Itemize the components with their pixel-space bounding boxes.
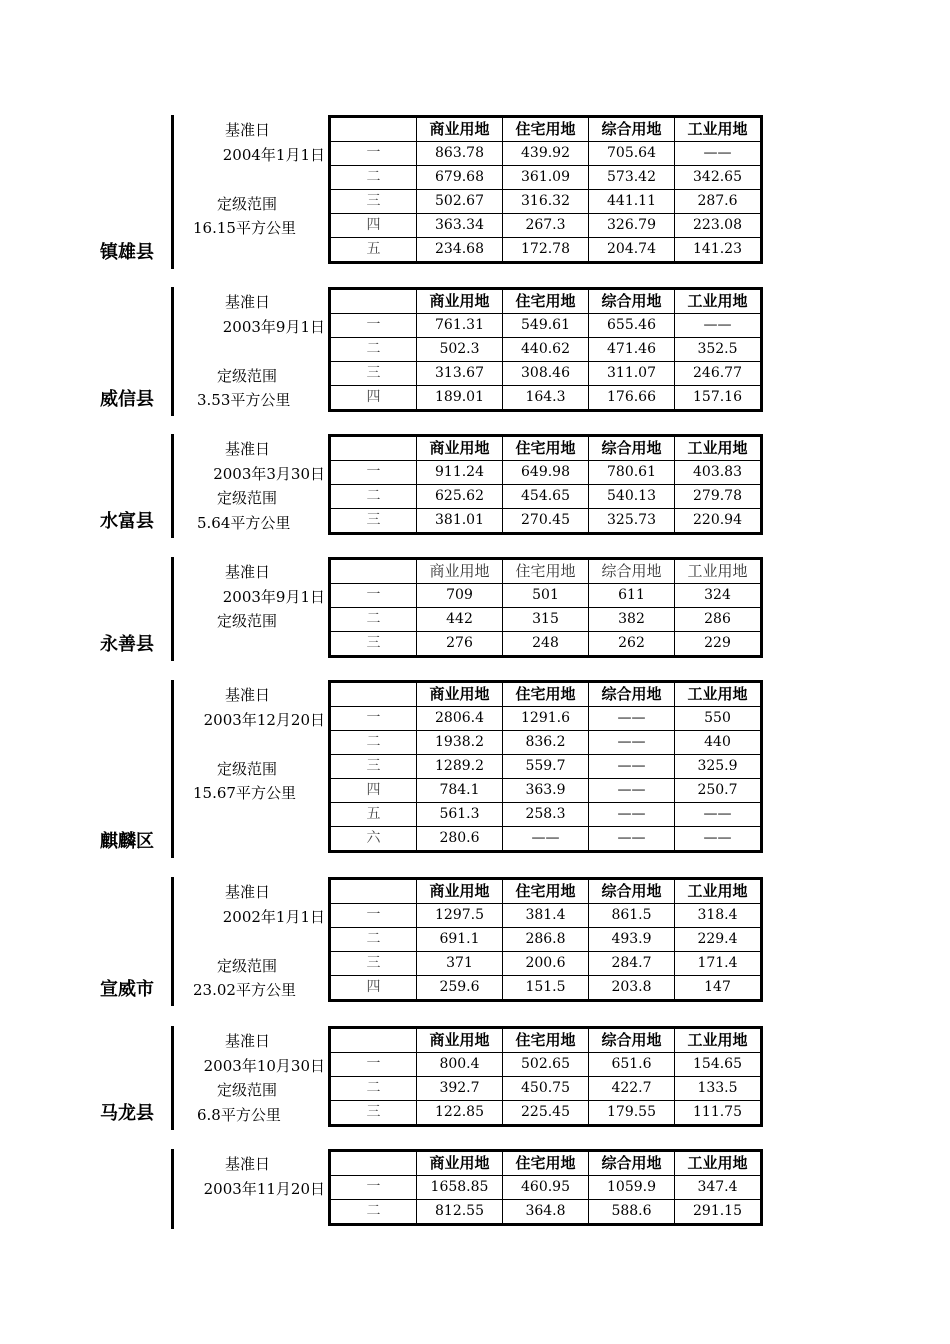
base-date-value: 2003年9月1日 — [222, 587, 325, 606]
grade-level-cell: 四 — [330, 779, 417, 803]
price-cell: 422.7 — [589, 1077, 675, 1101]
price-cell: —— — [675, 827, 762, 852]
grade-level-cell: 五 — [330, 803, 417, 827]
grade-level-cell: 二 — [330, 1077, 417, 1101]
table-row — [330, 485, 762, 509]
column-header: 住宅用地 — [503, 559, 589, 584]
scope-label: 定级范围 — [217, 612, 278, 631]
base-date-label: 基准日 — [225, 686, 271, 704]
price-cell: 316.32 — [503, 190, 589, 214]
table-row — [330, 608, 762, 632]
price-cell: 229 — [675, 632, 762, 657]
column-header: 综合用地 — [589, 1151, 675, 1176]
price-cell: 1938.2 — [417, 731, 503, 755]
price-cell: 318.4 — [675, 904, 762, 928]
price-cell: —— — [589, 803, 675, 827]
column-header: 住宅用地 — [503, 436, 589, 461]
column-header: 综合用地 — [589, 289, 675, 314]
scope-label: 定级范围 — [217, 366, 278, 385]
table-row — [330, 1077, 762, 1101]
price-cell: 655.46 — [589, 314, 675, 338]
table-row — [330, 386, 762, 411]
price-cell: 189.01 — [417, 386, 503, 411]
price-cell: 151.5 — [503, 976, 589, 1001]
price-cell: —— — [589, 707, 675, 731]
price-cell: 234.68 — [417, 238, 503, 263]
price-cell: 501 — [503, 584, 589, 608]
scope-area-value: 5.64平方公里 — [197, 513, 291, 532]
column-header: 住宅用地 — [503, 879, 589, 904]
price-cell: 450.75 — [503, 1077, 589, 1101]
grade-level-cell: 一 — [330, 314, 417, 338]
base-date-label: 基准日 — [225, 121, 271, 139]
grade-level-cell: 一 — [330, 584, 417, 608]
price-cell: 311.07 — [589, 362, 675, 386]
column-header: 工业用地 — [675, 1028, 762, 1053]
price-cell: 561.3 — [417, 803, 503, 827]
price-cell: —— — [589, 755, 675, 779]
price-cell: —— — [675, 142, 762, 166]
grade-level-cell: 三 — [330, 755, 417, 779]
price-cell: 493.9 — [589, 928, 675, 952]
price-cell: 179.55 — [589, 1101, 675, 1126]
block-divider-line — [171, 1149, 174, 1229]
header-corner-cell — [330, 1151, 417, 1176]
county-name: 马龙县 — [100, 1103, 154, 1125]
price-cell: 911.24 — [417, 461, 503, 485]
grade-level-cell: 四 — [330, 386, 417, 411]
price-cell: 259.6 — [417, 976, 503, 1001]
column-header: 住宅用地 — [503, 1151, 589, 1176]
county-name: 水富县 — [100, 511, 154, 533]
base-date-label: 基准日 — [225, 1032, 271, 1050]
column-header: 商业用地 — [417, 1151, 503, 1176]
price-cell: 502.3 — [417, 338, 503, 362]
price-cell: 262 — [589, 632, 675, 657]
table-row — [330, 314, 762, 338]
price-cell: 691.1 — [417, 928, 503, 952]
grade-level-cell: 一 — [330, 1176, 417, 1200]
price-cell: 381.01 — [417, 509, 503, 534]
price-cell: 352.5 — [675, 338, 762, 362]
base-date-value: 2004年1月1日 — [222, 145, 325, 164]
price-cell: 439.92 — [503, 142, 589, 166]
price-cell: 313.67 — [417, 362, 503, 386]
price-cell: 229.4 — [675, 928, 762, 952]
base-date-label: 基准日 — [225, 1155, 271, 1173]
price-cell: 625.62 — [417, 485, 503, 509]
price-cell: 286 — [675, 608, 762, 632]
grade-level-cell: 二 — [330, 608, 417, 632]
price-cell: 325.9 — [675, 755, 762, 779]
header-corner-cell — [330, 559, 417, 584]
table-header-row — [330, 436, 762, 461]
price-cell: 382 — [589, 608, 675, 632]
grade-level-cell: 一 — [330, 1053, 417, 1077]
price-cell: 549.61 — [503, 314, 589, 338]
scope-label: 定级范围 — [217, 194, 278, 213]
price-cell: 220.94 — [675, 509, 762, 534]
table-row — [330, 1101, 762, 1126]
base-date-value: 2003年9月1日 — [222, 317, 325, 336]
block-divider-line — [171, 434, 174, 538]
price-cell: 861.5 — [589, 904, 675, 928]
grade-level-cell: 三 — [330, 952, 417, 976]
base-date-label: 基准日 — [225, 293, 271, 311]
price-cell: 204.74 — [589, 238, 675, 263]
land-price-table — [328, 877, 763, 1002]
header-corner-cell — [330, 1028, 417, 1053]
header-corner-cell — [330, 117, 417, 142]
price-cell: 270.45 — [503, 509, 589, 534]
price-cell: 540.13 — [589, 485, 675, 509]
column-header: 住宅用地 — [503, 682, 589, 707]
land-price-table — [328, 1149, 763, 1226]
price-cell: 441.11 — [589, 190, 675, 214]
land-price-table — [328, 1026, 763, 1127]
price-cell: 442 — [417, 608, 503, 632]
table-row — [330, 904, 762, 928]
base-date-label: 基准日 — [225, 563, 271, 581]
table-header-row — [330, 117, 762, 142]
price-cell: —— — [675, 314, 762, 338]
price-cell: 258.3 — [503, 803, 589, 827]
table-row — [330, 928, 762, 952]
price-cell: 502.65 — [503, 1053, 589, 1077]
price-cell: 363.34 — [417, 214, 503, 238]
price-cell: 324 — [675, 584, 762, 608]
column-header: 综合用地 — [589, 1028, 675, 1053]
price-cell: 381.4 — [503, 904, 589, 928]
price-cell: 157.16 — [675, 386, 762, 411]
column-header: 商业用地 — [417, 117, 503, 142]
county-name: 永善县 — [100, 634, 154, 656]
header-corner-cell — [330, 682, 417, 707]
column-header: 工业用地 — [675, 1151, 762, 1176]
table-header-row — [330, 559, 762, 584]
grade-level-cell: 二 — [330, 166, 417, 190]
price-cell: 679.68 — [417, 166, 503, 190]
base-date-label: 基准日 — [225, 883, 271, 901]
table-row — [330, 827, 762, 852]
block-divider-line — [171, 557, 174, 661]
price-cell: —— — [675, 803, 762, 827]
price-cell: 291.15 — [675, 1200, 762, 1225]
price-cell: —— — [589, 779, 675, 803]
price-cell: 203.8 — [589, 976, 675, 1001]
table-row — [330, 1200, 762, 1225]
table-row — [330, 338, 762, 362]
grade-level-cell: 一 — [330, 142, 417, 166]
price-cell: 200.6 — [503, 952, 589, 976]
table-row — [330, 214, 762, 238]
price-cell: 284.7 — [589, 952, 675, 976]
price-cell: 550 — [675, 707, 762, 731]
block-divider-line — [171, 1026, 174, 1130]
column-header: 商业用地 — [417, 436, 503, 461]
grade-level-cell: 二 — [330, 485, 417, 509]
scope-area-value: 6.8平方公里 — [197, 1105, 281, 1124]
price-cell: 308.46 — [503, 362, 589, 386]
base-date-label: 基准日 — [225, 440, 271, 458]
grade-level-cell: 二 — [330, 731, 417, 755]
grade-level-cell: 四 — [330, 976, 417, 1001]
price-cell: 454.65 — [503, 485, 589, 509]
block-divider-line — [171, 680, 174, 858]
price-cell: 342.65 — [675, 166, 762, 190]
price-cell: 471.46 — [589, 338, 675, 362]
price-cell: 279.78 — [675, 485, 762, 509]
land-price-table — [328, 115, 763, 264]
grade-level-cell: 五 — [330, 238, 417, 263]
price-cell: 172.78 — [503, 238, 589, 263]
county-name: 宣威市 — [100, 979, 154, 1000]
price-cell: 502.67 — [417, 190, 503, 214]
table-header-row — [330, 1151, 762, 1176]
column-header: 工业用地 — [675, 682, 762, 707]
price-cell: 267.3 — [503, 214, 589, 238]
base-date-value: 2003年11月20日 — [203, 1179, 325, 1198]
price-cell: 651.6 — [589, 1053, 675, 1077]
table-row — [330, 779, 762, 803]
county-name: 威信县 — [100, 389, 154, 410]
price-cell: 276 — [417, 632, 503, 657]
grade-level-cell: 一 — [330, 707, 417, 731]
column-header: 住宅用地 — [503, 289, 589, 314]
price-cell: 863.78 — [417, 142, 503, 166]
price-cell: 812.55 — [417, 1200, 503, 1225]
price-cell: 246.77 — [675, 362, 762, 386]
price-cell: 364.8 — [503, 1200, 589, 1225]
table-row — [330, 190, 762, 214]
price-cell: 122.85 — [417, 1101, 503, 1126]
price-cell: 440 — [675, 731, 762, 755]
column-header: 工业用地 — [675, 559, 762, 584]
price-cell: 611 — [589, 584, 675, 608]
base-date-value: 2003年3月30日 — [213, 464, 325, 483]
land-price-table — [328, 557, 763, 658]
grade-level-cell: 四 — [330, 214, 417, 238]
price-cell: 250.7 — [675, 779, 762, 803]
price-cell: 361.09 — [503, 166, 589, 190]
table-row — [330, 731, 762, 755]
price-cell: 392.7 — [417, 1077, 503, 1101]
column-header: 工业用地 — [675, 117, 762, 142]
table-row — [330, 1176, 762, 1200]
land-price-table — [328, 287, 763, 412]
county-name: 麒麟区 — [100, 831, 154, 853]
land-price-table — [328, 434, 763, 535]
header-corner-cell — [330, 289, 417, 314]
column-header: 工业用地 — [675, 289, 762, 314]
price-cell: —— — [589, 827, 675, 852]
price-cell: 315 — [503, 608, 589, 632]
price-cell: 111.75 — [675, 1101, 762, 1126]
base-date-value: 2003年10月30日 — [203, 1056, 325, 1075]
grade-level-cell: 二 — [330, 1200, 417, 1225]
block-divider-line — [171, 877, 174, 1006]
block-divider-line — [171, 287, 174, 416]
land-price-table — [328, 680, 763, 853]
base-date-value: 2003年12月20日 — [203, 710, 325, 729]
scope-label: 定级范围 — [217, 1081, 278, 1100]
grade-level-cell: 三 — [330, 509, 417, 534]
column-header: 商业用地 — [417, 289, 503, 314]
column-header: 商业用地 — [417, 1028, 503, 1053]
price-cell: 403.83 — [675, 461, 762, 485]
column-header: 工业用地 — [675, 879, 762, 904]
price-cell: 280.6 — [417, 827, 503, 852]
grade-level-cell: 三 — [330, 190, 417, 214]
price-cell: 286.8 — [503, 928, 589, 952]
price-cell: 2806.4 — [417, 707, 503, 731]
column-header: 综合用地 — [589, 559, 675, 584]
scope-label: 定级范围 — [217, 489, 278, 508]
price-cell: 147 — [675, 976, 762, 1001]
price-cell: 371 — [417, 952, 503, 976]
price-cell: 588.6 — [589, 1200, 675, 1225]
county-name: 镇雄县 — [100, 241, 154, 263]
price-cell: 573.42 — [589, 166, 675, 190]
price-cell: 440.62 — [503, 338, 589, 362]
column-header: 住宅用地 — [503, 117, 589, 142]
price-cell: 784.1 — [417, 779, 503, 803]
table-row — [330, 166, 762, 190]
column-header: 综合用地 — [589, 436, 675, 461]
table-row — [330, 632, 762, 657]
column-header: 住宅用地 — [503, 1028, 589, 1053]
scope-label: 定级范围 — [217, 759, 278, 778]
price-cell: 225.45 — [503, 1101, 589, 1126]
table-row — [330, 461, 762, 485]
price-cell: 705.64 — [589, 142, 675, 166]
price-cell: 326.79 — [589, 214, 675, 238]
grade-level-cell: 一 — [330, 904, 417, 928]
table-row — [330, 1053, 762, 1077]
table-header-row — [330, 879, 762, 904]
header-corner-cell — [330, 436, 417, 461]
price-cell: 325.73 — [589, 509, 675, 534]
column-header: 商业用地 — [417, 682, 503, 707]
price-cell: 141.23 — [675, 238, 762, 263]
price-cell: 1059.9 — [589, 1176, 675, 1200]
price-cell: 1658.85 — [417, 1176, 503, 1200]
price-cell: 800.4 — [417, 1053, 503, 1077]
price-cell: 347.4 — [675, 1176, 762, 1200]
table-row — [330, 952, 762, 976]
price-cell: 559.7 — [503, 755, 589, 779]
table-row — [330, 238, 762, 263]
price-cell: 1297.5 — [417, 904, 503, 928]
table-row — [330, 755, 762, 779]
scope-label: 定级范围 — [217, 956, 278, 975]
table-header-row — [330, 682, 762, 707]
grade-level-cell: 三 — [330, 1101, 417, 1126]
price-cell: 363.9 — [503, 779, 589, 803]
price-cell: 649.98 — [503, 461, 589, 485]
price-cell: 154.65 — [675, 1053, 762, 1077]
scope-area-value: 16.15平方公里 — [193, 219, 296, 238]
table-row — [330, 584, 762, 608]
grade-level-cell: 三 — [330, 632, 417, 657]
price-cell: 223.08 — [675, 214, 762, 238]
price-cell: 133.5 — [675, 1077, 762, 1101]
price-cell: 248 — [503, 632, 589, 657]
column-header: 商业用地 — [417, 559, 503, 584]
column-header: 综合用地 — [589, 117, 675, 142]
table-header-row — [330, 289, 762, 314]
scope-area-value: 3.53平方公里 — [197, 391, 291, 410]
header-corner-cell — [330, 879, 417, 904]
column-header: 工业用地 — [675, 436, 762, 461]
price-cell: 780.61 — [589, 461, 675, 485]
price-cell: 176.66 — [589, 386, 675, 411]
price-cell: 709 — [417, 584, 503, 608]
grade-level-cell: 六 — [330, 827, 417, 852]
price-cell: 164.3 — [503, 386, 589, 411]
grade-level-cell: 二 — [330, 928, 417, 952]
column-header: 综合用地 — [589, 682, 675, 707]
table-row — [330, 707, 762, 731]
scope-area-value: 15.67平方公里 — [193, 784, 296, 803]
base-date-value: 2002年1月1日 — [222, 907, 325, 926]
price-cell: —— — [589, 731, 675, 755]
table-header-row — [330, 1028, 762, 1053]
table-row — [330, 362, 762, 386]
price-cell: 287.6 — [675, 190, 762, 214]
block-divider-line — [171, 115, 174, 269]
price-cell: —— — [503, 827, 589, 852]
grade-level-cell: 一 — [330, 461, 417, 485]
grade-level-cell: 二 — [330, 338, 417, 362]
price-cell: 171.4 — [675, 952, 762, 976]
table-row — [330, 803, 762, 827]
table-row — [330, 509, 762, 534]
price-cell: 1289.2 — [417, 755, 503, 779]
table-row — [330, 142, 762, 166]
price-cell: 460.95 — [503, 1176, 589, 1200]
table-row — [330, 976, 762, 1001]
grade-level-cell: 三 — [330, 362, 417, 386]
price-cell: 836.2 — [503, 731, 589, 755]
column-header: 综合用地 — [589, 879, 675, 904]
scope-area-value: 23.02平方公里 — [193, 981, 296, 1000]
price-cell: 761.31 — [417, 314, 503, 338]
column-header: 商业用地 — [417, 879, 503, 904]
price-cell: 1291.6 — [503, 707, 589, 731]
